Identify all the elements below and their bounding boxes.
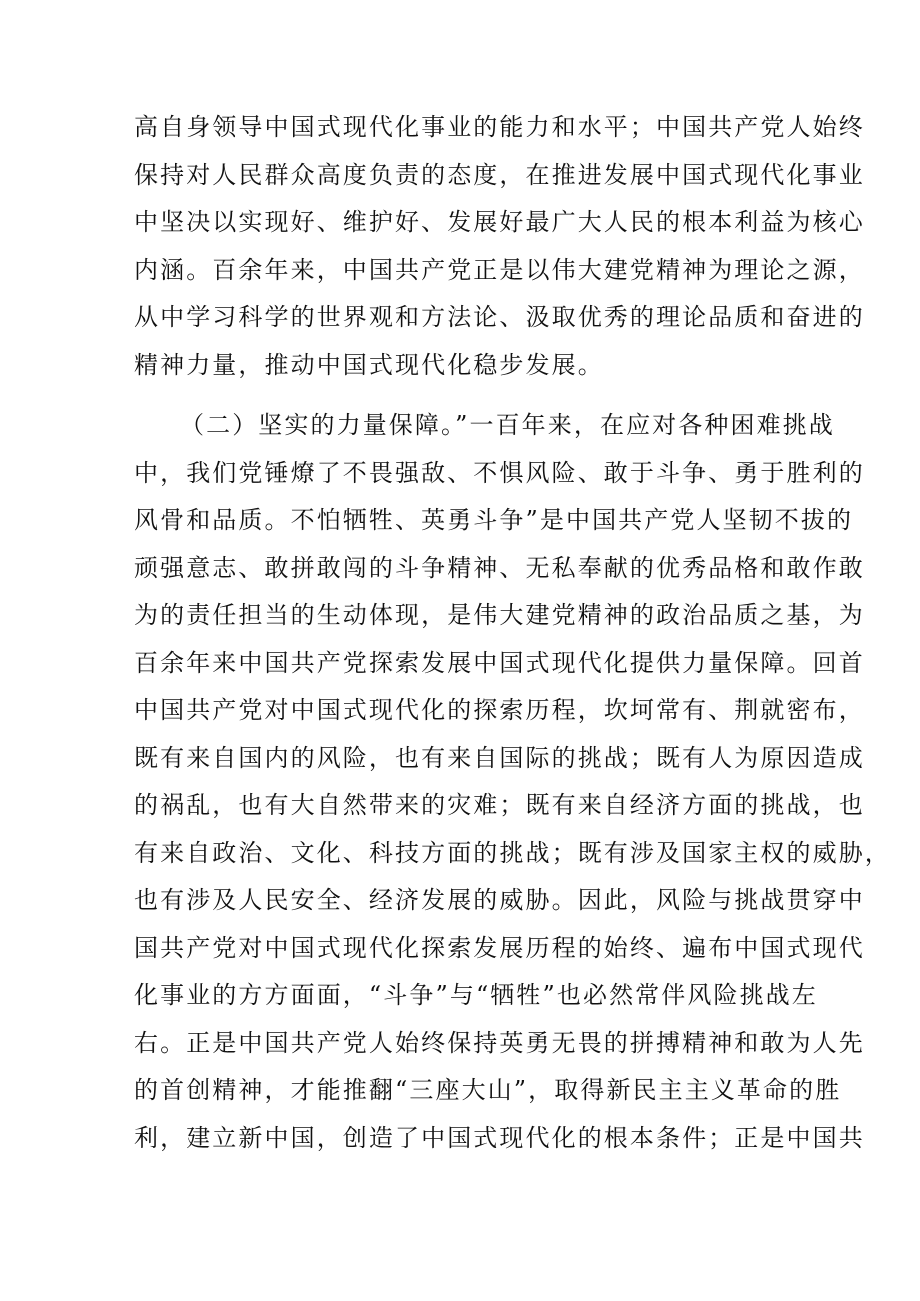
text-line-indented: （二）坚实的力量保障。”一百年来，在应对各种困难挑战 — [180, 411, 835, 439]
text-line: 内涵。百余年来，中国共产党正是以伟大建党精神为理论之源， — [134, 255, 865, 284]
text-line: 顽强意志、敢拼敢闯的斗争精神、无私奉献的优秀品格和敢作敢 — [134, 553, 865, 582]
text-line: 化事业的方方面面，“斗争”与“牺牲”也必然常伴风险挑战左 — [134, 981, 818, 1009]
text-line: 中，我们党锤燎了不畏强敌、不惧风险、敢于斗争、勇于胜利的 — [134, 458, 865, 487]
text-line: 右。正是中国共产党人始终保持英勇无畏的拼搏精神和敢为人先 — [134, 1028, 865, 1057]
text-line: 为的责任担当的生动体现，是伟大建党精神的政治品质之基，为 — [134, 601, 865, 629]
text-line: 利，建立新中国，创造了中国式现代化的根本条件；正是中国共 — [134, 1123, 865, 1152]
text-line: 精神力量，推动中国式现代化稳步发展。 — [134, 350, 604, 379]
text-line: 有来自政治、文化、科技方面的挑战；既有涉及国家主权的威胁， — [134, 838, 891, 867]
text-line: 也有涉及人民安全、经济发展的威胁。因此，风险与挑战贯穿中 — [134, 886, 865, 914]
text-line: 的首创精神，才能推翻“三座大山”，取得新民主主义革命的胜 — [134, 1076, 842, 1104]
text-line: 风骨和品质。不怕牺牲、英勇斗争”是中国共产党人坚韧不拔的 — [134, 506, 854, 534]
paragraph-2 — [134, 402, 891, 1162]
text-line: 国共产党对中国式现代化探索发展历程的始终、遍布中国式现代 — [134, 933, 865, 962]
text-line: 中坚决以实现好、维护好、发展好最广大人民的根本利益为核心 — [134, 208, 865, 236]
text-line: 的祸乱，也有大自然带来的灾难；既有来自经济方面的挑战，也 — [134, 791, 865, 819]
text-line: 百余年来中国共产党探索发展中国式现代化提供力量保障。回首 — [134, 648, 865, 677]
text-line: 从中学习科学的世界观和方法论、汲取优秀的理论品质和奋进的 — [134, 303, 865, 331]
text-line: 保持对人民群众高度负责的态度，在推进发展中国式现代化事业 — [134, 160, 865, 189]
text-line: 高自身领导中国式现代化事业的能力和水平；中国共产党人始终 — [134, 113, 865, 141]
text-line: 中国共产党对中国式现代化的探索历程，坎坷常有、荆就密布， — [134, 696, 865, 724]
text-line: 既有来自国内的风险，也有来自国际的挑战；既有人为原因造成 — [134, 743, 865, 772]
paragraph-1 — [134, 104, 865, 389]
